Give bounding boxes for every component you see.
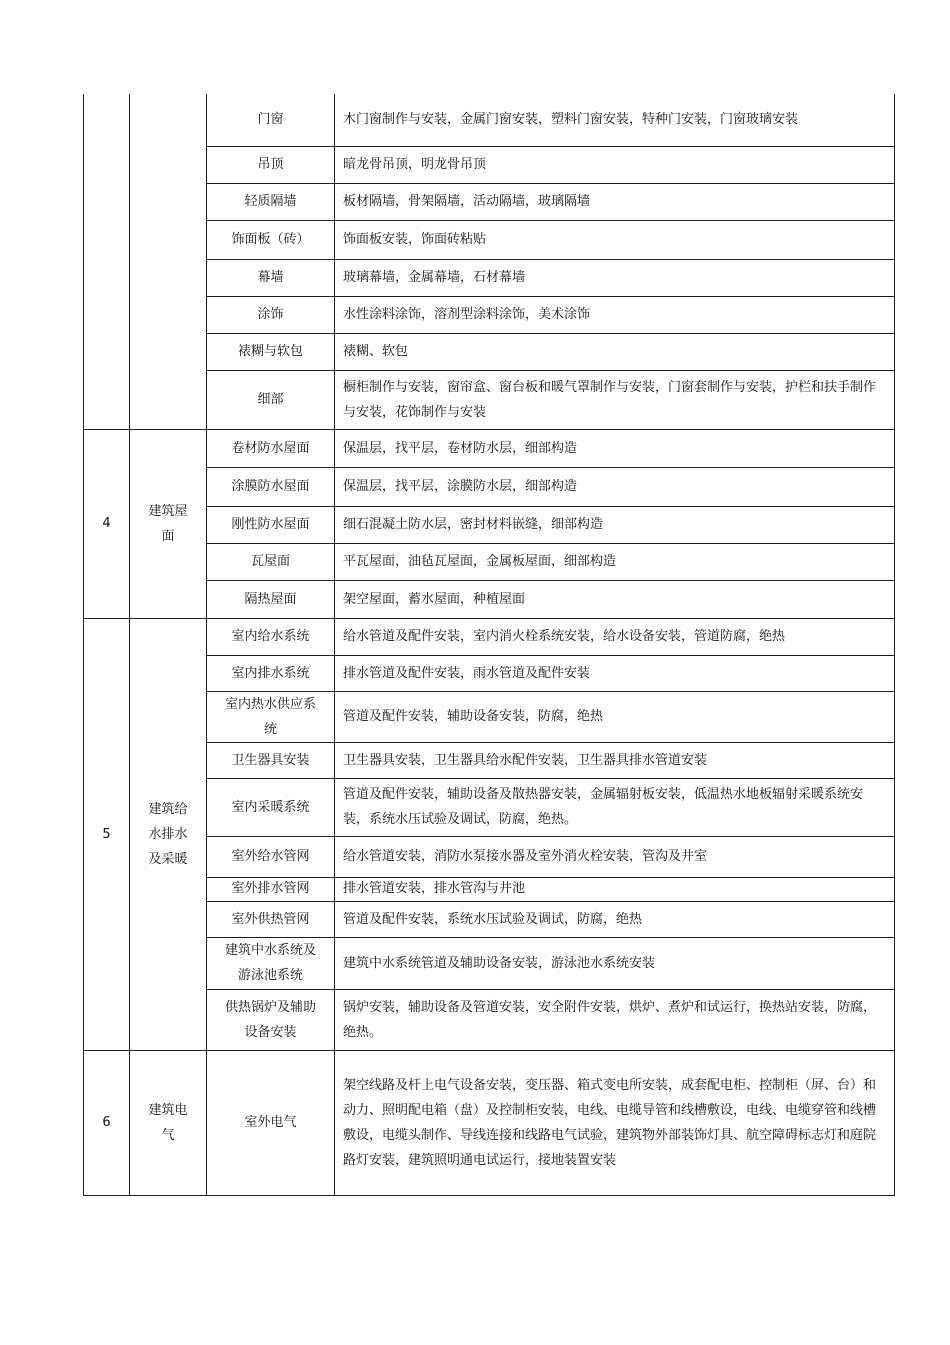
table-row — [84, 618, 895, 655]
items-cell: 保温层，找平层，卷材防水层，细部构造 — [335, 429, 895, 467]
items-cell: 裱糊、软包 — [335, 333, 895, 370]
subsection-cell: 门窗 — [207, 94, 335, 146]
subsection-label: 室内热水供应系统 — [225, 696, 317, 737]
items-cell: 暗龙骨吊顶，明龙骨吊顶 — [335, 146, 895, 183]
section-number-cell: 6 — [84, 1050, 130, 1195]
items-cell: 建筑中水系统管道及辅助设备安装，游泳池水系统安装 — [335, 937, 895, 989]
items-cell: 架空线路及杆上电气设备安装，变压器、箱式变电所安装，成套配电柜、控制柜（屏、台）和动力、照明配电箱（盘）及控制柜安装，电线、电缆导管和线槽敷设，电线、电缆穿管和线槽敷设，电缆头制作、导线连接和线路电气试验，建筑物外部装饰灯具、航空障碍标志灯和庭院路灯安装，建筑照明通电试运行，接地装置安装 — [335, 1050, 895, 1195]
subsection-cell: 瓦屋面 — [207, 543, 335, 580]
items-cell: 平瓦屋面，油毡瓦屋面，金属板屋面，细部构造 — [335, 543, 895, 580]
items-cell: 给水管道安装，消防水泵接水器及室外消火栓安装，管沟及井室 — [335, 836, 895, 877]
section-category-label: 建筑电气 — [148, 1102, 188, 1143]
items-cell: 排水管道安装，排水管沟与井池 — [335, 877, 895, 901]
items-cell: 卫生器具安装，卫生器具给水配件安装，卫生器具排水管道安装 — [335, 742, 895, 778]
table-row — [84, 94, 895, 146]
items-cell: 管道及配件安装，辅助设备安装，防腐，绝热 — [335, 691, 895, 742]
subsection-cell: 刚性防水屋面 — [207, 506, 335, 543]
subsection-cell: 卷材防水屋面 — [207, 429, 335, 467]
items-cell: 板材隔墙，骨架隔墙，活动隔墙，玻璃隔墙 — [335, 183, 895, 220]
items-cell: 架空屋面，蓄水屋面，种植屋面 — [335, 580, 895, 618]
subsection-cell: 室外给水管网 — [207, 836, 335, 877]
items-cell: 排水管道及配件安装，雨水管道及配件安装 — [335, 655, 895, 691]
construction-division-table — [83, 94, 895, 1196]
items-cell: 水性涂料涂饰，溶剂型涂料涂饰，美术涂饰 — [335, 296, 895, 333]
subsection-cell: 卫生器具安装 — [207, 742, 335, 778]
subsection-cell: 涂饰 — [207, 296, 335, 333]
subsection-cell: 轻质隔墙 — [207, 183, 335, 220]
subsection-cell: 室内给水系统 — [207, 618, 335, 655]
section-number-cell: 5 — [84, 618, 130, 1050]
section-category-label: 建筑给水排水及采暖 — [148, 801, 188, 867]
items-cell: 玻璃幕墙，金属幕墙，石材幕墙 — [335, 259, 895, 296]
section-category-cell — [130, 1050, 207, 1195]
items-cell: 细石混凝土防水层，密封材料嵌缝，细部构造 — [335, 506, 895, 543]
items-cell: 保温层，找平层，涂膜防水层，细部构造 — [335, 467, 895, 506]
section-number-cell — [84, 94, 130, 429]
table-row — [84, 429, 895, 467]
subsection-cell: 室外供热管网 — [207, 901, 335, 937]
subsection-cell: 室外电气 — [207, 1050, 335, 1195]
table-row — [84, 1050, 895, 1195]
subsection-cell: 幕墙 — [207, 259, 335, 296]
items-cell: 锅炉安装，辅助设备及管道安装，安全附件安装，烘炉、煮炉和试运行，换热站安装，防腐，绝热。 — [335, 989, 895, 1050]
items-cell: 橱柜制作与安装，窗帘盒、窗台板和暖气罩制作与安装，门窗套制作与安装，护栏和扶手制作与安装，花饰制作与安装 — [335, 370, 895, 429]
subsection-cell: 细部 — [207, 370, 335, 429]
subsection-cell — [207, 989, 335, 1050]
section-number-cell: 4 — [84, 429, 130, 618]
subsection-cell: 裱糊与软包 — [207, 333, 335, 370]
subsection-cell — [207, 691, 335, 742]
subsection-cell — [207, 937, 335, 989]
section-category-label: 建筑屋面 — [148, 503, 188, 544]
subsection-cell: 吊顶 — [207, 146, 335, 183]
items-cell: 管道及配件安装，辅助设备及散热器安装，金属辐射板安装，低温热水地板辐射采暖系统安装，系统水压试验及调试，防腐，绝热。 — [335, 778, 895, 836]
subsection-cell: 室外排水管网 — [207, 877, 335, 901]
section-category-cell — [130, 94, 207, 429]
items-cell: 管道及配件安装，系统水压试验及调试，防腐，绝热 — [335, 901, 895, 937]
items-cell: 木门窗制作与安装，金属门窗安装，塑料门窗安装，特种门安装，门窗玻璃安装 — [335, 94, 895, 146]
subsection-cell: 室内采暖系统 — [207, 778, 335, 836]
subsection-cell: 涂膜防水屋面 — [207, 467, 335, 506]
items-cell: 给水管道及配件安装，室内消火栓系统安装，给水设备安装，管道防腐，绝热 — [335, 618, 895, 655]
items-cell: 饰面板安装，饰面砖粘贴 — [335, 220, 895, 259]
section-category-cell — [130, 618, 207, 1050]
subsection-cell: 隔热屋面 — [207, 580, 335, 618]
subsection-cell: 室内排水系统 — [207, 655, 335, 691]
section-category-cell — [130, 429, 207, 618]
subsection-label: 供热锅炉及辅助设备安装 — [225, 999, 317, 1040]
subsection-cell: 饰面板（砖） — [207, 220, 335, 259]
subsection-label: 建筑中水系统及游泳池系统 — [225, 943, 317, 983]
